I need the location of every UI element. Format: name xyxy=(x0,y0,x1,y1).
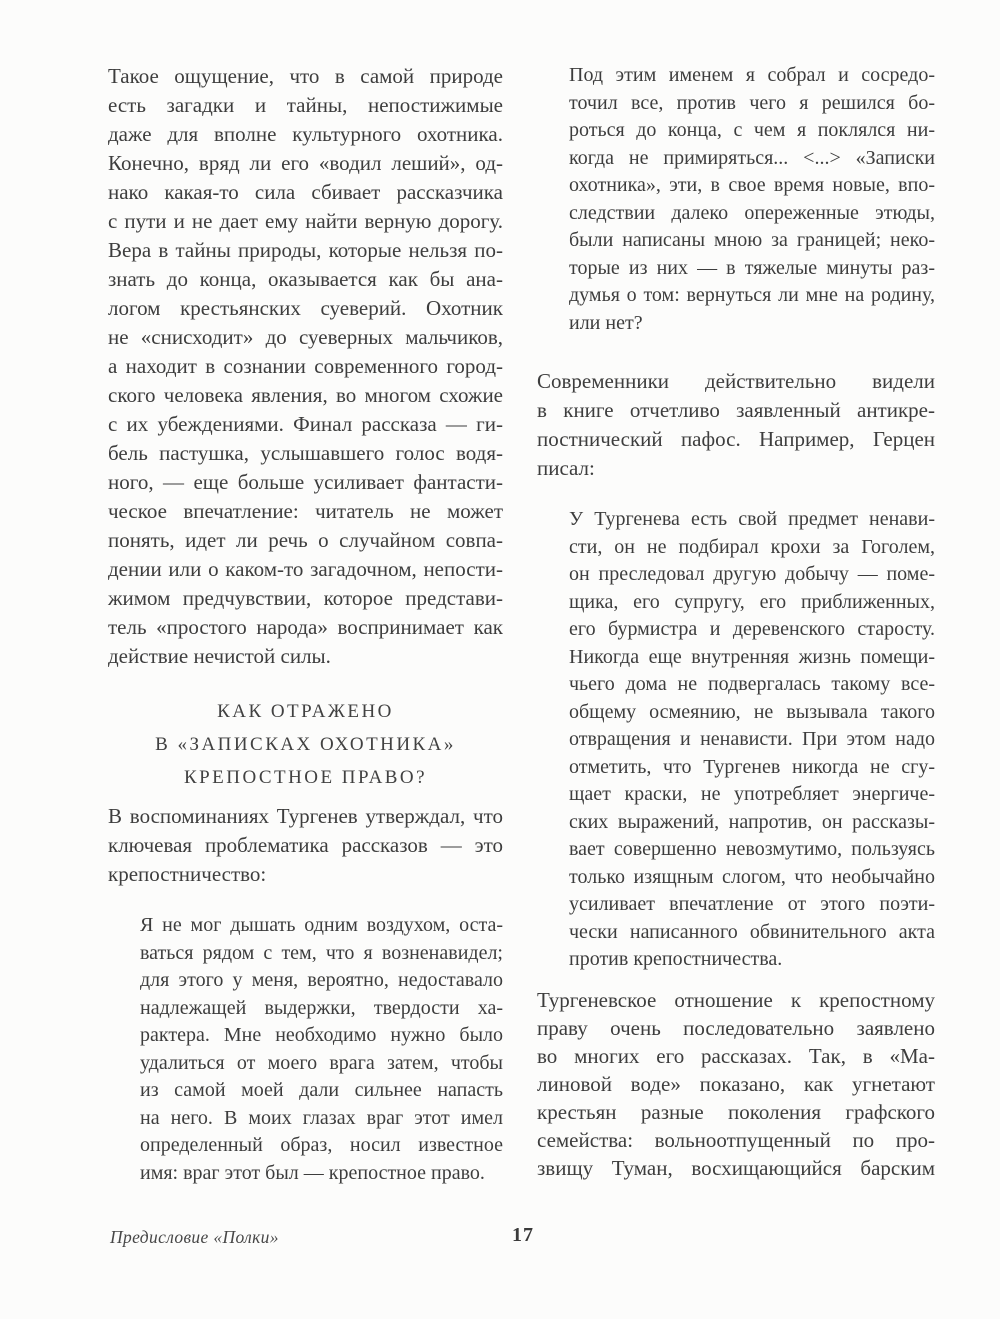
paragraph-memoirs-intro: В воспоминаниях Тургенев утверждал, что ключевая проблематика рассказов — это крепостничество: xyxy=(108,804,503,886)
paragraph-contemporaries: Современники действительно видели в книге отчетливо заявленный антикре- постнический пафос. Например, Герцен писал: xyxy=(537,369,935,480)
blockquote-herzen: У Тургенева есть свой предмет ненави- сти, он не подбирал крохи за Гоголем, он преследовал другую добычу — поме- щика, его супругу, его приближенных, его бурмистра и деревенского старосту. Никогда еще внутренняя жизнь помещи- чьего дома не подвергалась такому все- общему осмеянию, не вызывала такого отвращения и ненависти. При этом надо отметить, что Тургенев никогда не сгу- щает краски, не употребляет энергиче- ских выражений, напротив, он рассказы- вает совершенно невозмутимо, пользуясь только изящным слогом, что необычайно усиливает впечатление от этого поэти- чески написанного обвинительного акта против крепостничества. xyxy=(569,508,935,970)
blockquote-turgenev-memoir: Я не мог дышать одним воздухом, оста- ваться рядом с тем, что я возненавидел; для этого у меня, вероятно, недоставало надлежащей выдержки, твердости ха- рактера. Мне необходимо нужно было удалиться от моего врага затем, чтобы из самой моей дали сильнее напасть на него. В моих глазах враг этот имел определенный образ, носил известное имя: враг этот был — крепостное право. xyxy=(140,914,503,1184)
page-number: 17 xyxy=(512,1224,534,1246)
left-column xyxy=(108,62,503,1187)
blockquote-turgenev-memoir-continued: Под этим именем я собрал и сосредо- точил все, против чего я решился бо- роться до конца, с чем я поклялся ни- когда не примиряться... <...> «Записки охотника», эти, в свое время новые, впо- следствии далеко опереженные этюды, были написаны мною за границей; неко- торые из них — в тяжелые минуты раз- думья о том: вернуться ли мне на родину, или нет? xyxy=(569,64,935,334)
section-heading: КАК ОТРАЖЕНО В «ЗАПИСКАХ ОХОТНИКА» КРЕПОСТНОЕ ПРАВО? xyxy=(155,701,456,788)
running-footer: Предисловие «Полки» xyxy=(110,1227,279,1247)
right-column xyxy=(537,62,935,1182)
paragraph-malinovaya-voda: Тургеневское отношение к крепостному праву очень последовательно заявлено во многих его рассказах. Так, в «Ма- линовой воде» показано, как угнетают крестьян разные поколения графского семейства: вольноотпущенный по про- звищу Туман, восхищающийся барским xyxy=(537,987,935,1180)
paragraph-superstition: Такое ощущение, что в самой природе есть загадки и тайны, непостижимые даже для вполне культурного охотника. Конечно, вряд ли его «водил леший», од- нако какая-то сила сбивает рассказчика с пути и не дает ему найти верную дорогу. Вера в тайны природы, которые нельзя по- знать до конца, оказывается как бы ана- логом крестьянских суеверий. Охотник не «снисходит» до суеверных мальчиков, а находит в сознании современного город- ского человека явления, во многом схожие с их убеждениями. Финал рассказа — ги- бель пастушка, услышавшего голос водя- ного, — еще больше усиливает фантасти- ческое впечатление: читатель не может понять, идет ли речь о случайном совпа- дении или о каком-то загадочном, непости- жимом предчувствии, которое представи- тель «простого народа» воспринимает как действие нечистой силы. xyxy=(108,64,503,668)
